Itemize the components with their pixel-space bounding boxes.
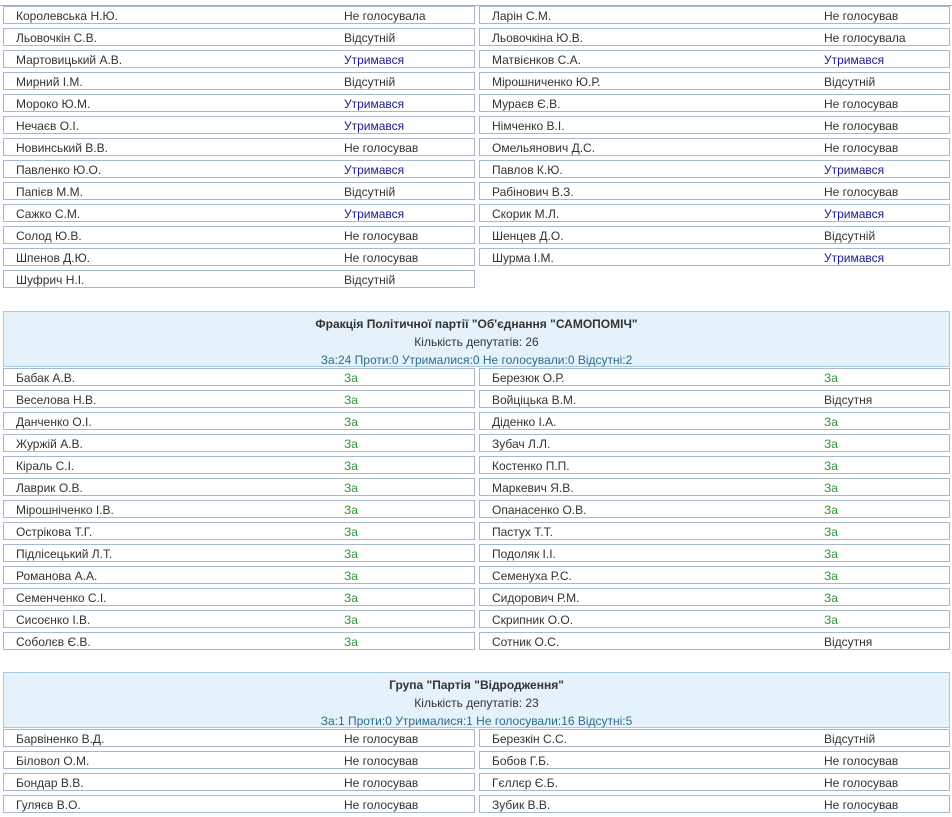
faction-header-samopomich [3, 311, 950, 367]
deputy-name: Мороко Ю.М. [16, 97, 91, 111]
vote-result: Утримався [824, 163, 885, 177]
deputy-name: Семенуха Р.С. [492, 569, 572, 583]
vote-result: Не голосував [344, 754, 419, 768]
faction-title: Група "Партія "Відродження" [389, 678, 564, 692]
deputy-name: Павлов К.Ю. [492, 163, 563, 177]
deputy-name: Скорик М.Л. [492, 207, 560, 221]
vote-result: Не голосував [824, 776, 899, 790]
faction-member-count: Кількість депутатів: 23 [414, 696, 539, 710]
table-row [3, 72, 950, 94]
faction-vote-stats: За:24 Проти:0 Утрималися:0 Не голосували:0 Відсутні:2 [320, 353, 633, 367]
deputy-cell [3, 434, 475, 452]
deputy-cell [479, 544, 950, 562]
deputy-name: Рабінович В.З. [492, 185, 574, 199]
deputy-name: Біловол О.М. [16, 754, 90, 768]
deputy-cell [3, 588, 475, 606]
deputy-name: Гуляєв В.О. [16, 798, 81, 812]
deputy-cell [479, 500, 950, 518]
deputy-cell [479, 6, 950, 24]
table-row [3, 751, 950, 773]
deputy-name: Німченко В.І. [492, 119, 565, 133]
faction-header-vidrodzhennia [3, 672, 950, 728]
deputy-cell [3, 270, 475, 288]
deputy-cell [479, 248, 950, 266]
deputy-cell [479, 28, 950, 46]
vote-result: Утримався [824, 53, 885, 67]
table-row [3, 434, 950, 456]
deputy-name: Мірошніченко І.В. [16, 503, 114, 517]
deputy-cell [479, 566, 950, 584]
deputy-name: Папієв М.М. [16, 185, 83, 199]
deputy-cell [3, 368, 475, 386]
table-row [3, 270, 950, 292]
vote-result: За [344, 459, 358, 473]
deputy-name: Соболєв Є.В. [16, 635, 91, 649]
deputy-name: Сотник О.С. [492, 635, 560, 649]
table-row [3, 632, 950, 654]
vote-result: За [824, 481, 838, 495]
vote-result: За [344, 613, 358, 627]
table-row [3, 566, 950, 588]
deputy-name: Гєллєр Є.Б. [492, 776, 558, 790]
table-row [3, 94, 950, 116]
deputy-cell [3, 544, 475, 562]
deputy-name: Солод Ю.В. [16, 229, 82, 243]
section-opposition-list [3, 6, 950, 292]
vote-result: За [344, 591, 358, 605]
vote-result: За [824, 547, 838, 561]
deputy-name: Барвіненко В.Д. [16, 732, 105, 746]
deputy-cell [479, 434, 950, 452]
deputy-cell [3, 138, 475, 156]
deputy-cell [3, 226, 475, 244]
vote-result: Утримався [344, 163, 405, 177]
deputy-cell [3, 751, 475, 769]
vote-result: Не голосував [824, 185, 899, 199]
deputy-name: Березкін С.С. [492, 732, 568, 746]
deputy-cell [479, 160, 950, 178]
deputy-cell [3, 160, 475, 178]
deputy-name: Журжій А.В. [16, 437, 83, 451]
deputy-name: Костенко П.П. [492, 459, 570, 473]
table-row [3, 522, 950, 544]
vote-result: Не голосував [344, 798, 419, 812]
table-row [3, 182, 950, 204]
deputy-name: Березюк О.Р. [492, 371, 565, 385]
deputy-cell [3, 6, 475, 24]
deputy-cell [3, 610, 475, 628]
deputy-name: Королевська Н.Ю. [16, 9, 118, 23]
faction-title: Фракція Політичної партії "Об'єднання "САМОПОМІЧ" [315, 317, 638, 331]
deputy-cell [3, 456, 475, 474]
deputy-cell [479, 72, 950, 90]
vote-result: Не голосував [824, 798, 899, 812]
deputy-name: Бондар В.В. [16, 776, 84, 790]
deputy-cell [479, 182, 950, 200]
table-row [3, 610, 950, 632]
table-row [3, 773, 950, 795]
deputy-name: Сисоєнко І.В. [16, 613, 91, 627]
vote-result: За [344, 481, 358, 495]
faction-vote-stats: За:1 Проти:0 Утрималися:1 Не голосували:16 Відсутні:5 [320, 714, 633, 728]
deputy-name: Романова А.А. [16, 569, 98, 583]
section-samopomich-list [3, 368, 950, 654]
deputy-name: Павленко Ю.О. [16, 163, 102, 177]
deputy-cell [3, 795, 475, 813]
vote-result: Не голосував [344, 732, 419, 746]
deputy-cell [479, 390, 950, 408]
deputy-cell [479, 412, 950, 430]
vote-result: Не голосував [824, 141, 899, 155]
deputy-cell [3, 204, 475, 222]
deputy-name: Діденко І.А. [492, 415, 557, 429]
deputy-cell [3, 632, 475, 650]
table-row [3, 116, 950, 138]
vote-result: За [344, 371, 358, 385]
table-row [3, 390, 950, 412]
vote-result: За [824, 459, 838, 473]
deputy-name: Ларін С.М. [492, 9, 552, 23]
deputy-cell [479, 478, 950, 496]
deputy-name: Веселова Н.В. [16, 393, 97, 407]
vote-result: За [344, 569, 358, 583]
vote-result: За [344, 547, 358, 561]
deputy-name: Шпенов Д.Ю. [16, 251, 91, 265]
table-row [3, 226, 950, 248]
vote-result: За [824, 525, 838, 539]
vote-result: Відсутній [344, 75, 396, 89]
deputy-cell [479, 795, 950, 813]
deputy-name: Войціцька В.М. [492, 393, 577, 407]
vote-result: Утримався [824, 251, 885, 265]
deputy-name: Шуфрич Н.І. [16, 273, 85, 287]
vote-result: Утримався [344, 119, 405, 133]
deputy-cell [479, 204, 950, 222]
table-row [3, 544, 950, 566]
vote-result: Утримався [344, 53, 405, 67]
deputy-name: Подоляк І.І. [492, 547, 556, 561]
deputy-cell [3, 478, 475, 496]
vote-result: Не голосував [824, 754, 899, 768]
deputy-name: Лаврик О.В. [16, 481, 83, 495]
vote-result: За [824, 503, 838, 517]
deputy-name: Шурма І.М. [492, 251, 554, 265]
deputy-name: Зубач Л.Л. [492, 437, 551, 451]
vote-result: За [824, 415, 838, 429]
vote-result: За [824, 613, 838, 627]
deputy-name: Сажко С.М. [16, 207, 81, 221]
deputy-name: Бобов Г.Б. [492, 754, 550, 768]
deputy-name: Мураєв Є.В. [492, 97, 561, 111]
deputy-name: Сидорович Р.М. [492, 591, 580, 605]
vote-result: За [344, 393, 358, 407]
deputy-name: Омельянович Д.С. [492, 141, 596, 155]
deputy-cell [3, 28, 475, 46]
vote-result: За [824, 371, 838, 385]
deputy-name: Мартовицький А.В. [16, 53, 123, 67]
deputy-cell [3, 72, 475, 90]
deputy-name: Опанасенко О.В. [492, 503, 587, 517]
vote-result: Не голосував [824, 119, 899, 133]
deputy-cell [3, 522, 475, 540]
deputy-cell [3, 773, 475, 791]
vote-result: За [824, 569, 838, 583]
vote-result: Відсутній [344, 185, 396, 199]
table-row [3, 248, 950, 270]
vote-result: За [824, 591, 838, 605]
vote-result: За [344, 437, 358, 451]
faction-member-count: Кількість депутатів: 26 [414, 335, 539, 349]
deputy-cell [479, 729, 950, 747]
table-row [3, 50, 950, 72]
deputy-name: Зубик В.В. [492, 798, 551, 812]
deputy-name: Острікова Т.Г. [16, 525, 93, 539]
deputy-cell [3, 500, 475, 518]
vote-result: Відсутня [824, 635, 873, 649]
deputy-cell [479, 751, 950, 769]
deputy-cell [3, 412, 475, 430]
vote-result: За [344, 525, 358, 539]
deputy-cell [479, 522, 950, 540]
table-row [3, 478, 950, 500]
deputy-name: Маркевич Я.В. [492, 481, 574, 495]
table-row [3, 500, 950, 522]
vote-result: Відсутній [824, 229, 876, 243]
deputy-name: Пастух Т.Т. [492, 525, 553, 539]
deputy-cell [479, 773, 950, 791]
table-row [3, 795, 950, 817]
vote-result: Не голосував [344, 776, 419, 790]
deputy-name: Бабак А.В. [16, 371, 76, 385]
vote-result: За [824, 437, 838, 451]
table-row [3, 6, 950, 28]
deputy-cell [479, 610, 950, 628]
deputy-cell [3, 94, 475, 112]
deputy-name: Підлісецький Л.Т. [16, 547, 113, 561]
vote-result: Не голосував [344, 229, 419, 243]
deputy-cell [3, 248, 475, 266]
deputy-cell [3, 390, 475, 408]
deputy-cell [3, 116, 475, 134]
deputy-name: Скрипник О.О. [492, 613, 574, 627]
deputy-cell [479, 116, 950, 134]
table-row [3, 28, 950, 50]
deputy-name: Нечаєв О.І. [16, 119, 80, 133]
vote-result: Утримався [344, 207, 405, 221]
vote-result: Утримався [344, 97, 405, 111]
section-vidrodzhennia-list [3, 729, 950, 817]
deputy-name: Матвієнков С.А. [492, 53, 581, 67]
deputy-name: Данченко О.І. [16, 415, 92, 429]
vote-result: Відсутній [824, 75, 876, 89]
deputy-cell [479, 456, 950, 474]
vote-result: Не голосувала [344, 9, 426, 23]
table-row [3, 160, 950, 182]
vote-result: Не голосував [344, 251, 419, 265]
deputy-cell [479, 94, 950, 112]
vote-result: Не голосував [344, 141, 419, 155]
deputy-name: Мирний І.М. [16, 75, 83, 89]
deputy-cell [479, 138, 950, 156]
deputy-name: Кіраль С.І. [16, 459, 75, 473]
deputy-name: Шенцев Д.О. [492, 229, 564, 243]
vote-result: За [344, 415, 358, 429]
vote-result: За [344, 635, 358, 649]
deputy-cell [479, 632, 950, 650]
table-row [3, 412, 950, 434]
deputy-cell [479, 226, 950, 244]
table-row [3, 204, 950, 226]
deputy-cell [479, 588, 950, 606]
vote-result: Не голосував [824, 97, 899, 111]
table-row [3, 368, 950, 390]
vote-result: Відсутній [824, 732, 876, 746]
deputy-name: Семенченко С.І. [16, 591, 107, 605]
deputy-name: Льовочкіна Ю.В. [492, 31, 584, 45]
vote-result: Утримався [824, 207, 885, 221]
deputy-name: Новинський В.В. [16, 141, 108, 155]
table-row [3, 138, 950, 160]
deputy-cell [3, 729, 475, 747]
deputy-cell [3, 182, 475, 200]
vote-result: Відсутній [344, 273, 396, 287]
deputy-cell [479, 368, 950, 386]
deputy-name: Льовочкін С.В. [16, 31, 97, 45]
deputy-cell [3, 50, 475, 68]
deputy-cell [479, 50, 950, 68]
vote-result: Відсутній [344, 31, 396, 45]
vote-result: Відсутня [824, 393, 873, 407]
vote-result: За [344, 503, 358, 517]
vote-result: Не голосувала [824, 31, 906, 45]
deputy-name: Мірошниченко Ю.Р. [492, 75, 601, 89]
deputy-cell [3, 566, 475, 584]
vote-result: Не голосував [824, 9, 899, 23]
table-row [3, 729, 950, 751]
table-row [3, 456, 950, 478]
table-row [3, 588, 950, 610]
